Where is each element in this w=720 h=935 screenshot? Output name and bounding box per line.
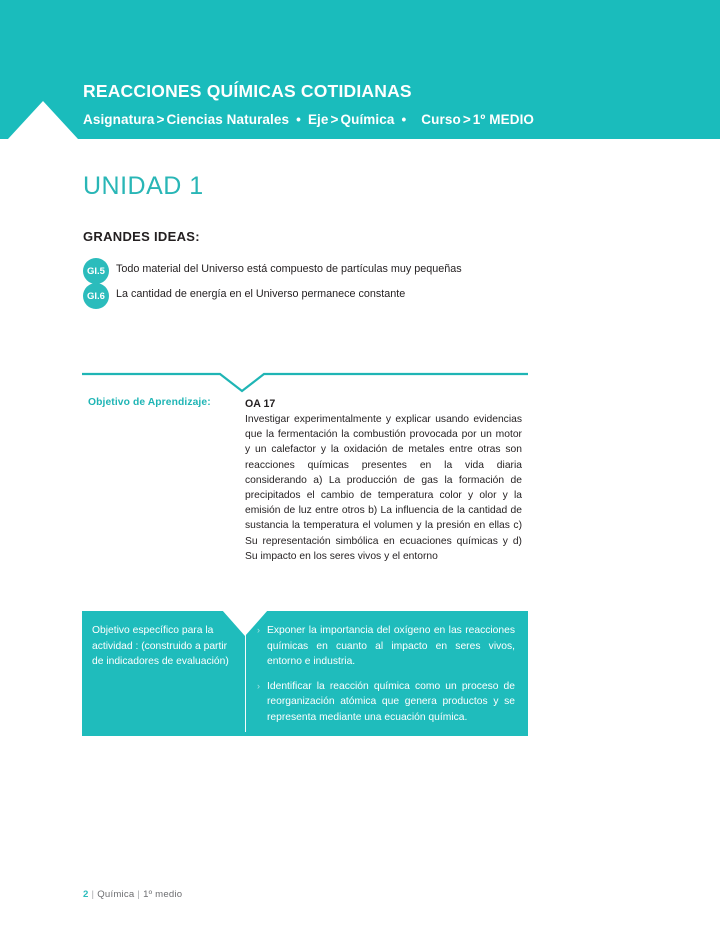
grandes-ideas-heading: GRANDES IDEAS: xyxy=(83,229,200,244)
header-triangle-notch-icon xyxy=(8,101,78,139)
objetivo-especifico-panel xyxy=(82,611,528,736)
unit-title: UNIDAD 1 xyxy=(83,172,204,200)
breadcrumb-gt-icon-2: > xyxy=(330,112,339,127)
breadcrumb-asignatura-value: Ciencias Naturales xyxy=(166,112,290,127)
breadcrumb-eje-value: Química xyxy=(340,112,395,127)
page-header-banner xyxy=(0,0,720,139)
page-number: 2 xyxy=(83,889,89,900)
footer-separator-1: | xyxy=(91,889,95,900)
breadcrumb-curso-label: Curso xyxy=(421,112,461,127)
list-item-label: Exponer la importancia del oxígeno en las reacciones químicas en cuanto al impacto en seres vivos, entorno e industria. xyxy=(267,625,515,667)
objetivo-aprendizaje-label: Objetivo de Aprendizaje: xyxy=(88,397,211,408)
breadcrumb-gt-icon-3: > xyxy=(462,112,471,127)
panel-vertical-divider xyxy=(245,627,246,732)
status-badge: GI.5 xyxy=(83,258,109,284)
breadcrumb-dot-icon-1: • xyxy=(296,112,301,127)
footer-separator-2: | xyxy=(137,889,141,900)
objetivo-especifico-label: Objetivo específico para la actividad : (construido a partir de indicadores de evaluación) xyxy=(92,625,229,667)
breadcrumb-asignatura-label: Asignatura xyxy=(83,112,155,127)
objetivo-aprendizaje-text: Investigar experimentalmente y explicar usando evidencias que la fermentación la combustión provocada por un motor y un calefactor y la oxidación de metales entre otras son reacciones químicas presentes en la vida diaria considerando a) La producción de gas la formación de precipitados el cambio de temperatura color y olor y la emisión de luz entre otros b) La influencia de la cantidad de sustancia la temperatura el volumen y la presión en ellas c) Su representación simbólica en ecuaciones químicas y d) Su impacto en los seres vivos y el entorno xyxy=(245,414,522,562)
grandes-ideas-list xyxy=(83,262,513,312)
list-item xyxy=(83,287,513,309)
status-badge: GI.6 xyxy=(83,283,109,309)
list-item xyxy=(257,623,515,670)
bullet-chevron-icon: › xyxy=(257,680,260,691)
bullet-chevron-icon: › xyxy=(257,625,260,635)
section-divider-with-notch xyxy=(82,372,528,394)
divider-notch-icon xyxy=(82,372,528,394)
list-item xyxy=(83,262,513,284)
list-item-label: Todo material del Universo está compuesto de partículas muy pequeñas xyxy=(116,263,462,275)
breadcrumb-gt-icon-1: > xyxy=(156,112,165,127)
objetivo-aprendizaje-body xyxy=(245,398,522,564)
breadcrumb-eje-label: Eje xyxy=(307,112,329,127)
objetivo-especifico-list xyxy=(257,623,515,734)
objetivo-aprendizaje-code: OA 17 xyxy=(245,398,276,410)
page-title: REACCIONES QUÍMICAS COTIDIANAS xyxy=(83,81,412,101)
list-item-label: Identificar la reacción química como un proceso de reorganización atómica que genera productos y se representa mediante una ecuación química. xyxy=(267,680,515,723)
list-item-label: La cantidad de energía en el Universo permanece constante xyxy=(116,288,406,300)
footer-subject: Química xyxy=(97,889,135,900)
page-footer xyxy=(83,889,182,900)
breadcrumb xyxy=(83,112,534,127)
footer-level: 1º medio xyxy=(143,889,183,900)
list-item xyxy=(257,679,515,726)
breadcrumb-curso-value: 1º MEDIO xyxy=(472,112,535,127)
breadcrumb-dot-icon-2: • xyxy=(401,112,407,127)
